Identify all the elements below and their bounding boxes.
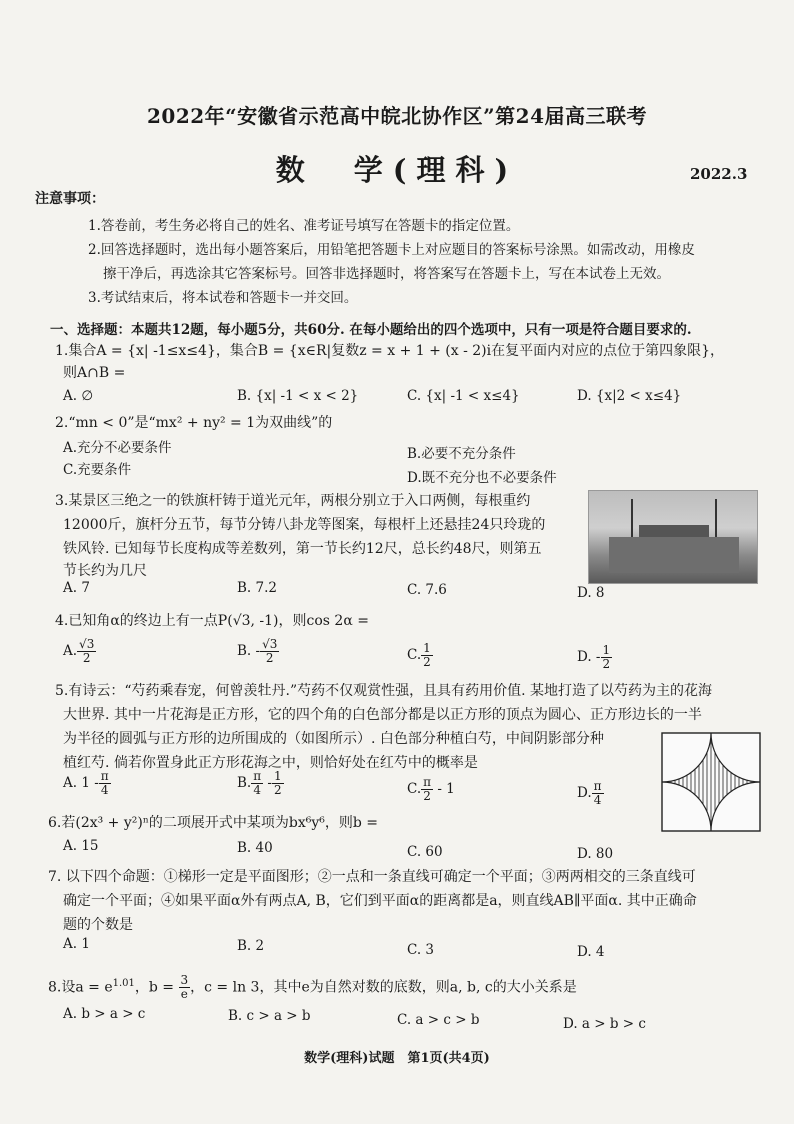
q8-stem: 8.设$a = e^{1.01}$，b = $\frac{3}{e}$ ，c = ln 3，其中e为自然对数的底数，则a, b, c的大小关系是 [48,973,577,1001]
q5-stem-line-4: 植红芍. 倘若你置身此正方形花海之中，则恰好处在红芍中的概率是 [63,755,478,771]
q3-option-a: A. 7 [63,580,90,596]
q4-option-c: C. $\frac{1}{2}$ [407,641,431,669]
exam-date: 2022.3 [690,165,748,183]
q6-option-d: D. 80 [577,846,614,862]
q2-option-b: B.必要不充分条件 [407,446,516,462]
exam-title: 2022年“安徽省示范高中皖北协作区”第24届高三联考 [146,104,647,128]
q5-stem-line-2: 大世界. 其中一片花海是正方形，它的四个角的白色部分都是以正方形的顶点为圆心、正方形边长的一半 [63,707,702,723]
q1-option-a: A. ∅ [63,388,94,404]
q6-option-b: B. 40 [237,840,273,856]
q7-option-a: A. 1 [63,936,90,952]
q5-option-b: B. $\frac{\pi}{4}$ - $\frac{1}{2}$ [237,769,282,797]
q4-stem: 4.已知角α的终边上有一点P(√3, -1)，则cos 2α = [55,613,369,629]
q5-option-a: A. 1 - $\frac{\pi}{4}$ [63,769,109,797]
q7-stem-line-3: 题的个数是 [63,917,133,933]
q8-option-d: D. a > b > c [563,1016,646,1032]
q1-option-d: D. {x|2 < x≤4} [577,388,682,404]
q2-stem: 2.“mn < 0”是“mx² + ny² = 1为双曲线”的 [55,415,333,431]
q4-option-a: A. $\frac{√3}{2}$ [63,637,95,665]
notice-item-3: 3.考试结束后，将本试卷和答题卡一并交回。 [88,290,358,306]
q1-option-c: C. {x| -1 < x≤4} [407,388,520,404]
q2-option-d: D.既不充分也不必要条件 [407,470,557,486]
q2-option-c: C.充要条件 [63,462,132,478]
q5-option-d: D. $\frac{\pi}{4}$ [577,779,602,807]
q8-option-b: B. c > a > b [228,1008,311,1024]
q8-option-c: C. a > c > b [397,1012,480,1028]
notice-item-1: 1.答卷前，考生务必将自己的姓名、准考证号填写在答题卡的指定位置。 [88,218,520,234]
q3-option-d: D. 8 [577,585,605,601]
q3-stem-line-4: 节长约为几尺 [63,563,147,579]
q3-stem-line-2: 12000斤，旗杆分五节，每节分铸八卦龙等图案，每根杆上还悬挂24只玲珑的 [63,517,546,533]
q6-stem: 6.若(2x³ + y²)ⁿ的二项展开式中某项为bx⁶y⁶，则b = [48,815,379,831]
notice-item-2-cont: 擦干净后，再选涂其它答案标号。回答非选择题时，将答案写在答题卡上，写在本试卷上无效。 [103,266,670,282]
notice-heading: 注意事项： [35,191,105,207]
q6-option-c: C. 60 [407,844,443,860]
q7-option-c: C. 3 [407,942,435,958]
q7-option-d: D. 4 [577,944,605,960]
q7-option-b: B. 2 [237,938,265,954]
q1-option-b: B. {x| -1 < x < 2} [237,388,359,404]
q3-option-b: B. 7.2 [237,580,277,596]
subject-title: 数 学(理科) [275,153,519,187]
q5-stem-line-1: 5.有诗云：“芍药乘春宠，何曾羡牡丹.”芍药不仅观赏性强，且具有药用价值. 某地打造了以芍药为主的花海 [55,683,713,699]
q7-stem-line-1: 7. 以下四个命题：①梯形一定是平面图形；②一点和一条直线可确定一个平面；③两两相交的三条直线可 [48,869,696,885]
q1-stem-cont: 则A∩B = [63,365,126,381]
q2-option-a: A.充分不必要条件 [63,440,172,456]
q3-option-c: C. 7.6 [407,582,447,598]
notice-item-2: 2.回答选择题时，选出每小题答案后，用铅笔把答题卡上对应题目的答案标号涂黑。如需改动，用橡皮 [88,242,695,258]
q8-option-a: A. b > a > c [63,1006,146,1022]
q7-stem-line-2: 确定一个平面；④如果平面α外有两点A, B，它们到平面α的距离都是a，则直线AB∥平面α. 其中正确命 [63,893,697,909]
q6-option-a: A. 15 [63,838,99,854]
q4-option-b: B. - $\frac{√3}{2}$ [237,637,278,665]
section-heading: 一、选择题：本题共12题，每小题5分，共60分. 在每小题给出的四个选项中，只有一项是符合题目要求的. [50,322,692,338]
q5-stem-line-3: 为半径的圆弧与正方形的边所围成的（如图所示）. 白色部分种植白芍，中间阴影部分种 [63,731,604,747]
q3-stem-line-3: 铁风铃. 已知每节长度构成等差数列，第一节长约12尺，总长约48尺，则第五 [63,541,542,557]
q5-option-c: C. $\frac{\pi}{2}$ - 1 [407,775,455,803]
q1-stem: 1.集合A = {x| -1≤x≤4}，集合B = {x∈R|复数z = x + 1 + (x - 2)i在复平面内对应的点位于第四象限}， [55,343,725,359]
q3-stem-line-1: 3.某景区三绝之一的铁旗杆铸于道光元年，两根分别立于入口两侧，每根重约 [55,493,531,509]
page-footer: 数学(理科)试题 第1页(共4页) [304,1051,490,1066]
q4-option-d: D. - $\frac{1}{2}$ [577,643,611,671]
iron-flagpole-photo [588,490,758,584]
peony-square-figure [661,732,761,832]
